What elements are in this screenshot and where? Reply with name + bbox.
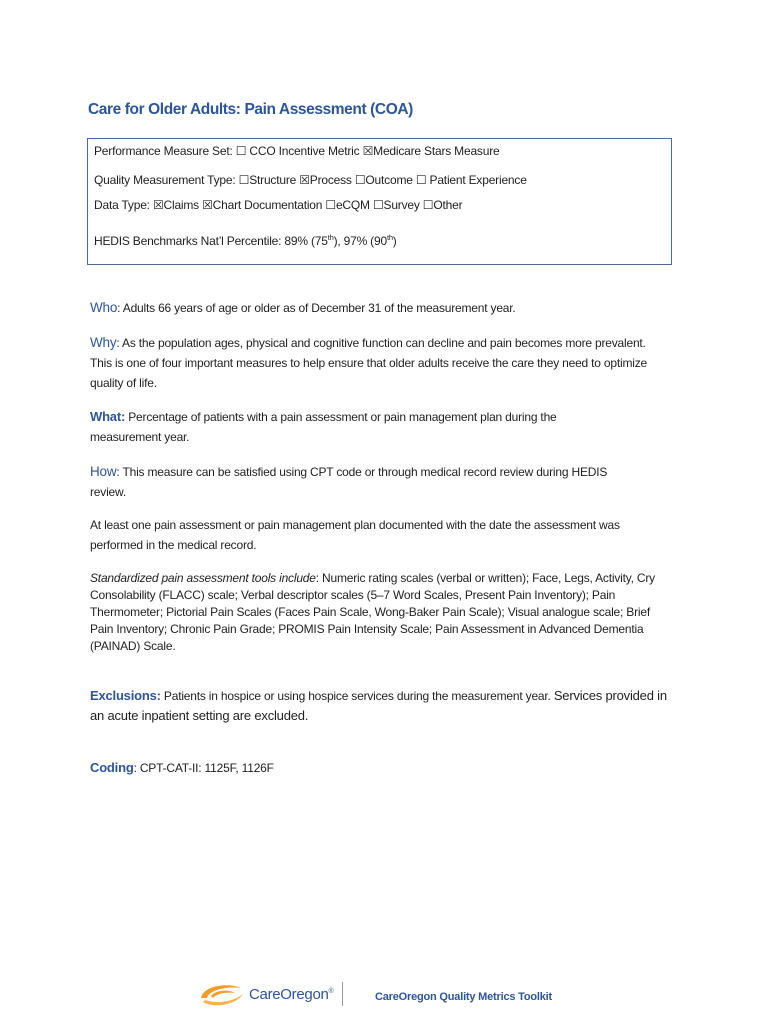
who-text: : Adults 66 years of age or older as of December 31 of the measurement year. [117,301,516,315]
page-title: Care for Older Adults: Pain Assessment (COA) [88,101,413,118]
why-section [90,333,660,393]
hedis-benchmarks: HEDIS Benchmarks Nat’l Percentile: 89% (75th), 97% (90th) [94,233,397,248]
measure-info-box [87,138,672,265]
what-section [90,407,620,447]
exclusions-text: Patients in hospice or using hospice services during the measurement year. [160,689,554,703]
performance-measure-set: Performance Measure Set: ☐ CCO Incentive Metric ☒Medicare Stars Measure [94,144,500,158]
coding-label: Coding [90,760,134,775]
careoregon-swirl-icon [197,980,245,1010]
how-text: : This measure can be satisfied using CPT code or through medical record review during HEDIS review. [90,465,608,499]
what-label: What: [90,409,126,424]
quality-measurement-type: Quality Measurement Type: ☐Structure ☒Process ☐Outcome ☐ Patient Experience [94,173,527,187]
tools-label: Standardized pain assessment tools include [90,571,316,585]
coding-section [90,758,690,778]
what-text: Percentage of patients with a pain assessment or pain management plan during the measurement year. [90,410,557,444]
exclusions-text-2: Services provided in an acute inpatient setting are excluded. [90,688,667,723]
who-section [90,298,690,318]
how-label: How [90,464,117,479]
data-type: Data Type: ☒Claims ☒Chart Documentation ☐eCQM ☐Survey ☐Other [94,198,463,212]
at-least-text: At least one pain assessment or pain management plan documented with the date the assessment was performed in the medical record. [90,518,620,552]
footer-divider [342,982,343,1006]
exclusions-label: Exclusions: [90,688,161,703]
tools-section [90,570,660,655]
page-footer [197,980,597,1012]
careoregon-logo-text: CareOregon® [249,986,334,1003]
tools-text: : Numeric rating scales (verbal or written); Face, Legs, Activity, Cry Consolability (FLACC) scale; Verbal descriptor scales (5–7 Word Scales, Present Pain Inventory); Pain Thermometer; Pictorial Pain Scales (Faces Pain Scale, Wong-Baker Pain Scale); Visual analogue scale; Brief Pain Inventory; Chronic Pain Grade; PROMIS Pain Intensity Scale; Pain Assessment in Advanced Dementia (PAINAD) Scale. [90,571,655,653]
who-label: Who [90,300,118,315]
why-text: : As the population ages, physical and cognitive function can decline and pain becomes more prevalent. This is one of four important measures to help ensure that older adults receive the care they need to optimize quality of life. [90,336,647,390]
why-label: Why [90,335,117,350]
how-section [90,462,635,502]
exclusions-section [90,686,680,726]
coding-text: : CPT-CAT-II: 1125F, 1126F [133,761,274,775]
toolkit-title: CareOregon Quality Metrics Toolkit [375,991,552,1003]
